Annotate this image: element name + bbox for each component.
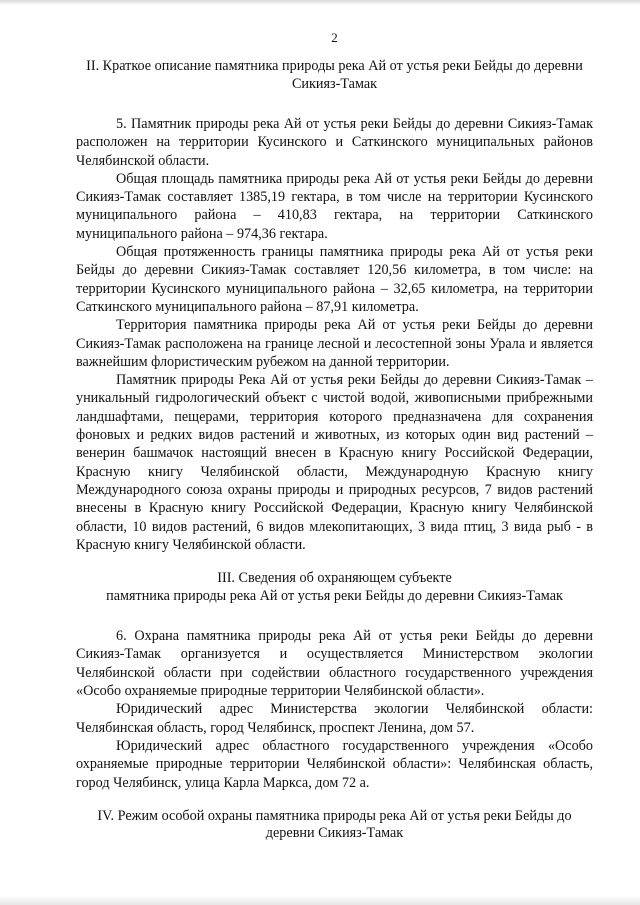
page-number: 2	[331, 30, 338, 45]
section-2-paragraph-5: Памятник природы Река Ай от устья реки Бейды до деревни Сикияз-Тамак – уникальный гидрологический объект с чистой водой, живописными прибрежными ландшафтами, пещерами, территория которого предназначена для сохранения фоновых и редких видов растений и животных, из которых один вид растений – венерин башмачок настоящий внесен в Красную книгу Российской Федерации, Красную книгу Челябинской области, Международную Красную книгу Международного союза охраны природы и природных ресурсов, 7 видов растений внесены в Красную книгу Российской Федерации, Красную книгу Челябинской области, 10 видов растений, 6 видов млекопитающих, 3 вида птиц, 3 вида рыб - в Красную книгу Челябинской области.	[76, 372, 593, 553]
section-2-paragraph-1: 5. Памятник природы река Ай от устья реки Бейды до деревни Сикияз-Тамак расположен на территории Кусинского и Саткинского муниципальных районов Челябинской области.	[76, 116, 593, 169]
section-2-heading: II. Краткое описание памятника природы река Ай от устья реки Бейды до деревни Сикияз-Тамак	[86, 58, 583, 92]
section-3-paragraph-3: Юридический адрес областного государственного учреждения «Особо охраняемые природные территории Челябинской области»: Челябинская область, город Челябинск, улица Карла Маркса, дом 72 а.	[76, 737, 593, 791]
section-3-paragraph-1: 6. Охрана памятника природы река Ай от устья реки Бейды до деревни Сикияз-Тамак организуется и осуществляется Министерством экологии Челябинской области при содействии областного государственного учреждения «Особо охраняемые природные территории Челябинской области».	[76, 628, 593, 700]
section-4-heading: IV. Режим особой охраны памятника природы река Ай от устья реки Бейды до деревни Сикияз-Тамак	[97, 807, 572, 842]
scan-bottom-edge	[0, 895, 640, 905]
section-2-paragraph-2: Общая площадь памятника природы река Ай от устья реки Бейды до деревни Сикияз-Тамак составляет 1385,19 гектара, в том числе на территории Кусинского муниципального района – 410,83 гектара, на территории Саткинского муниципального района – 974,36 гектара.	[76, 170, 593, 242]
scan-top-edge	[0, 0, 640, 5]
section-3-paragraph-2: Юридический адрес Министерства экологии Челябинской области: Челябинская область, город Челябинск, проспект Ленина, дом 57.	[76, 701, 593, 736]
section-3-heading	[76, 570, 593, 605]
section-3-heading-line-2: памятника природы река Ай от устья реки Бейды до деревни Сикияз-Тамак	[106, 587, 563, 604]
section-2-paragraph-3: Общая протяженность границы памятника природы река Ай от устья реки Бейды до деревни Сикияз-Тамак составляет 120,56 километра, в том числе: на территории Кусинского муниципального района – 32,65 километра, на территории Саткинского муниципального района – 87,91 километра.	[76, 244, 593, 315]
section-2-paragraph-4: Территория памятника природы река Ай от устья реки Бейды до деревни Сикияз-Тамак расположена на границе лесной и лесостепной зоны Урала и является важнейшим флористическим рубежом на данной территории.	[76, 317, 593, 370]
section-3-heading-line-1: III. Сведения об охраняющем субъекте	[217, 570, 452, 587]
document-page	[76, 30, 593, 843]
